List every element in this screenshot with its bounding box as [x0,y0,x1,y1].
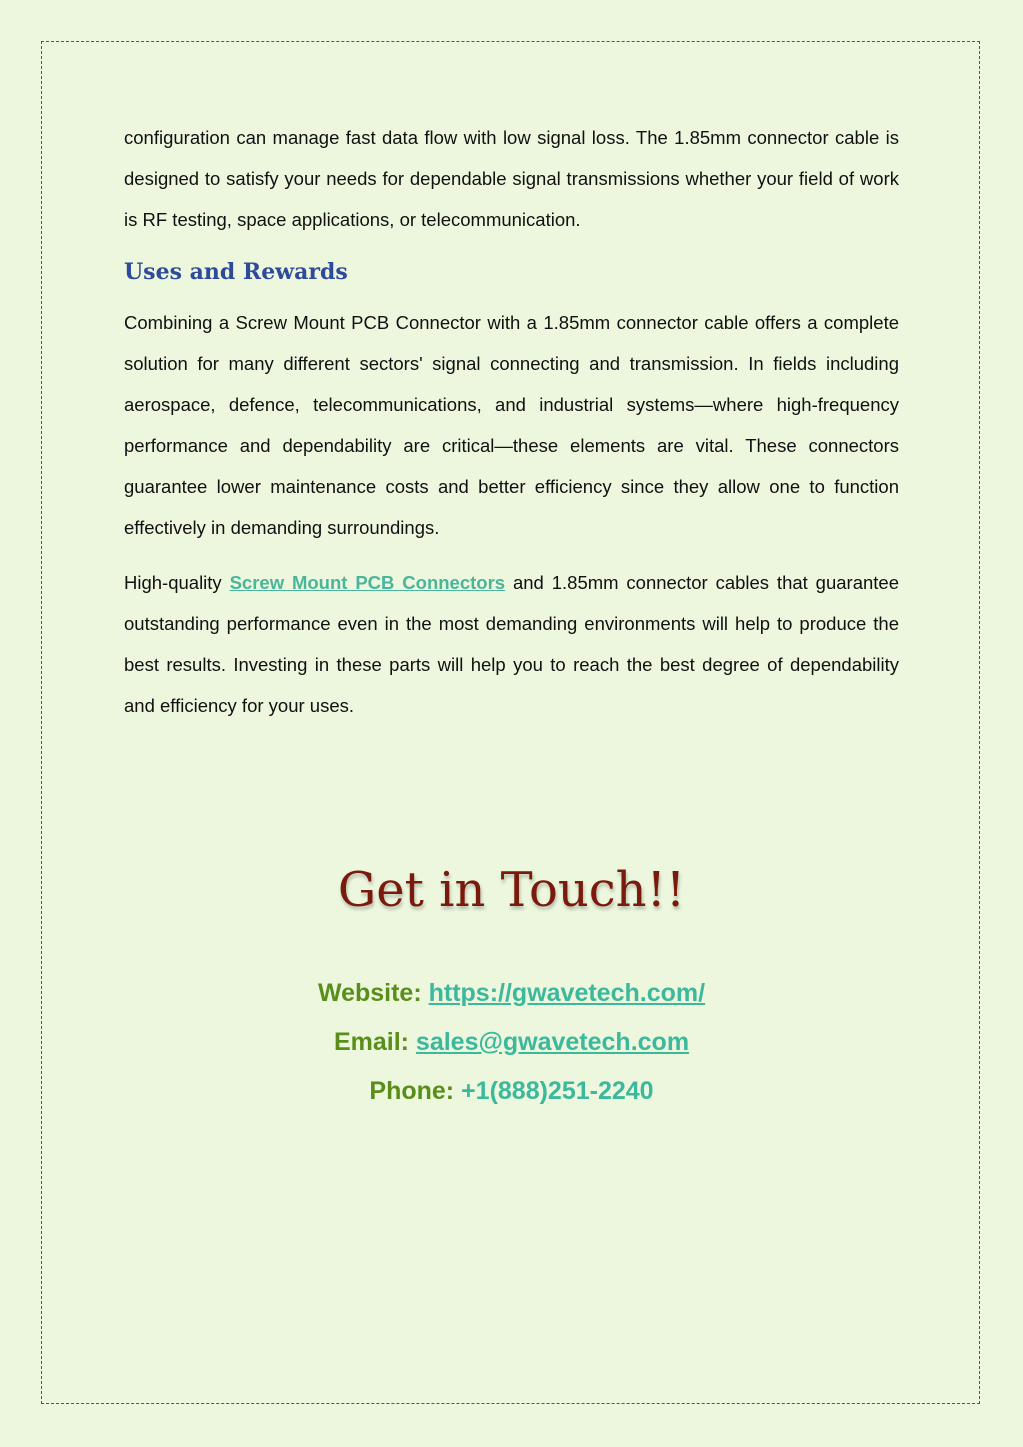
quality-paragraph [124,562,899,726]
email-label: Email: [333,1028,416,1056]
phone-value: +1(888)251-2240 [461,1077,654,1105]
website-label: Website: [317,979,429,1007]
screw-mount-link[interactable]: Screw Mount PCB Connectors [229,572,506,593]
get-in-touch-title: Get in Touch!! [337,862,686,918]
section-heading: Uses and Rewards [124,259,348,285]
document-content [124,117,899,726]
website-line [0,975,1023,1011]
uses-paragraph: Combining a Screw Mount PCB Connector with a 1.85mm connector cable offers a complete solution for many different sectors' signal connecting and transmission. In fields including aerospace, defence, telecommunications, and industrial systems—where high-frequency performance and dependability are critical—these elements are vital. These connectors guarantee lower maintenance costs and better efficiency since they allow one to function effectively in demanding surroundings. [124,312,899,538]
intro-paragraph: configuration can manage fast data flow with low signal loss. The 1.85mm connector cable is designed to satisfy your needs for dependable signal transmissions whether your field of work is RF testing, space applications, or telecommunication. [124,127,899,230]
website-link[interactable]: https://gwavetech.com/ [428,979,706,1007]
phone-line [0,1073,1023,1109]
email-line [0,1024,1023,1060]
quality-text-after: and 1.85mm connector cables that guarantee outstanding performance even in the most demanding environments will help to produce the best results. Investing in these parts will help you to reach the best degree of dependability and efficiency for your uses. [124,572,900,716]
quality-text-before: High-quality [124,572,230,593]
phone-label: Phone: [369,1077,462,1105]
email-link[interactable]: sales@gwavetech.com [415,1028,690,1056]
